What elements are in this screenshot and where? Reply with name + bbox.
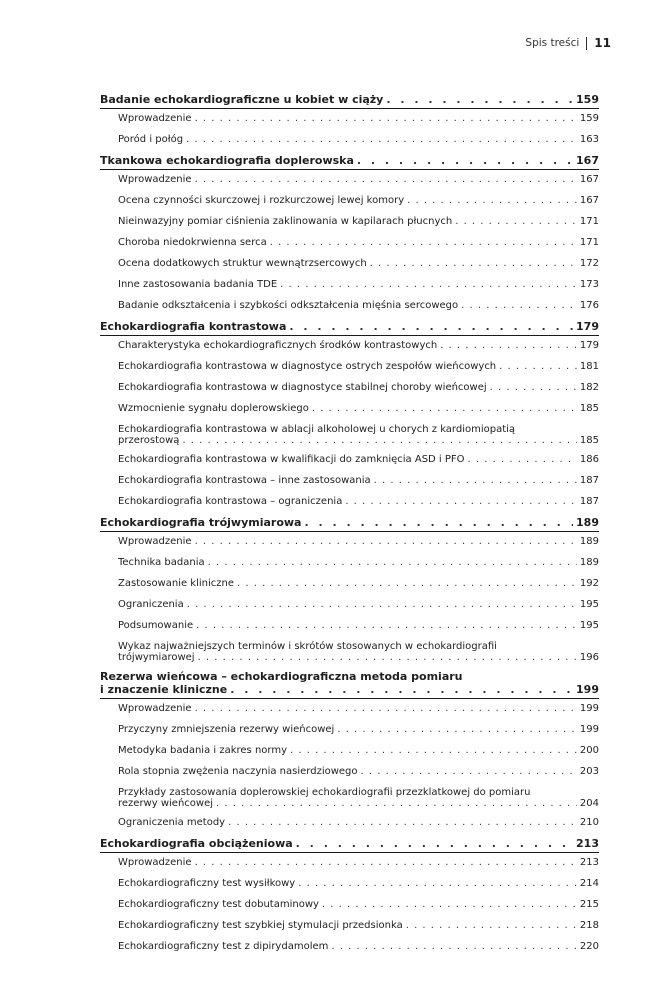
toc-entry-title: Technika badania [118, 557, 205, 568]
toc-entry-title: Echokardiograficzny test szybkiej stymulacji przedsionka [118, 920, 403, 931]
toc-section-entry [100, 595, 599, 616]
toc-entry-page: 163 [579, 134, 599, 145]
toc-section-entry [100, 637, 599, 667]
toc-entry-title-line1: Rezerwa wieńcowa – echokardiograficzna metoda pomiaru [100, 670, 463, 683]
toc-entry-page: 195 [579, 620, 599, 631]
toc-section-entry [100, 762, 599, 783]
toc-entry-title-line1: Wykaz najważniejszych terminów i skrótów stosowanych w echokardiografii [118, 641, 497, 652]
toc-entry-page: 167 [579, 195, 599, 206]
toc-entry-page: 199 [579, 703, 599, 714]
toc-section-entry [100, 783, 599, 813]
toc-section-entry [100, 296, 599, 317]
toc-section-entry [100, 191, 599, 212]
toc-entry-page: 204 [579, 798, 599, 809]
toc-entry-page: 181 [579, 361, 599, 372]
dot-leader [386, 93, 573, 106]
toc-section-entry [100, 212, 599, 233]
dot-leader [230, 683, 573, 696]
toc-entry-title: Badanie echokardiograficzne u kobiet w ciąży [100, 93, 384, 106]
toc-entry-page: 179 [579, 340, 599, 351]
toc-section-entry [100, 109, 599, 130]
dot-leader [196, 620, 577, 631]
toc-section-entry [100, 170, 599, 191]
toc-entry-page: 187 [579, 475, 599, 486]
toc-entry-page: 185 [579, 435, 599, 446]
toc-entry-title: Wprowadzenie [118, 857, 192, 868]
toc-entry-page: 187 [579, 496, 599, 507]
dot-leader [312, 403, 577, 414]
toc-entry-page: 171 [579, 216, 599, 227]
toc-entry-page: 189 [579, 536, 599, 547]
toc-entry-title-line1: Przykłady zastosowania doplerowskiej echokardiografii przezklatkowej do pomiaru [118, 787, 531, 798]
dot-leader [228, 817, 577, 828]
dot-leader [406, 920, 577, 931]
toc-entry-title: Podsumowanie [118, 620, 194, 631]
section-title: Spis treści [525, 37, 580, 49]
toc-entry-title: Echokardiograficzny test z dipirydamolem [118, 941, 329, 952]
toc-section-entry [100, 532, 599, 553]
toc-entry-title: Choroba niedokrwienna serca [118, 237, 267, 248]
toc-entry-page: 196 [579, 652, 599, 663]
toc-entry-title: Echokardiograficzny test wysiłkowy [118, 878, 296, 889]
dot-leader [216, 798, 577, 809]
toc-entry-title: Ocena dodatkowych struktur wewnątrzsercowych [118, 258, 367, 269]
dot-leader [345, 496, 577, 507]
toc-entry-page: 179 [576, 320, 599, 333]
toc-chapter-entry [100, 90, 599, 109]
toc-entry-title: Badanie odkształcenia i szybkości odkształcenia mięśnia sercowego [118, 300, 459, 311]
toc-entry-page: 195 [579, 599, 599, 610]
dot-leader [468, 454, 577, 465]
toc-entry-title: Echokardiograficzny test dobutaminowy [118, 899, 319, 910]
toc-entry-title: Echokardiografia trójwymiarowa [100, 516, 302, 529]
toc-entry-title: Tkankowa echokardiografia doplerowska [100, 154, 354, 167]
toc-entry-page: 159 [579, 113, 599, 124]
running-head [525, 36, 611, 50]
dot-leader [461, 300, 577, 311]
toc-section-entry [100, 699, 599, 720]
toc-entry-title: Echokardiografia kontrastowa w diagnostyce stabilnej choroby wieńcowej [118, 382, 487, 393]
dot-leader [490, 382, 577, 393]
toc-entry-title: Wprowadzenie [118, 113, 192, 124]
dot-leader [374, 475, 577, 486]
dot-leader [186, 134, 577, 145]
toc-section-entry [100, 853, 599, 874]
toc-entry-title: Nieinwazyjny pomiar ciśnienia zaklinowania w kapilarach płucnych [118, 216, 453, 227]
toc-entry-title: Echokardiografia kontrastowa – ograniczenia [118, 496, 343, 507]
toc-entry-title: Rola stopnia zwężenia naczynia nasierdziowego [118, 766, 358, 777]
toc-section-entry [100, 937, 599, 958]
toc-chapter-entry [100, 834, 599, 853]
toc-entry-page: 213 [576, 837, 599, 850]
toc-section-entry [100, 254, 599, 275]
toc-section-entry [100, 399, 599, 420]
toc-entry-page: 185 [579, 403, 599, 414]
toc-entry-title: Ocena czynności skurczowej i rozkurczowej lewej komory [118, 195, 405, 206]
toc-entry-page: 176 [579, 300, 599, 311]
toc-section-entry [100, 874, 599, 895]
toc-entry-page: 199 [576, 683, 599, 696]
dot-leader [361, 766, 577, 777]
dot-leader [270, 237, 577, 248]
toc-entry-title: Ograniczenia [118, 599, 184, 610]
toc-entry-title-line2: rezerwy wieńcowej [118, 798, 214, 809]
toc-section-entry [100, 471, 599, 492]
toc-section-entry [100, 357, 599, 378]
toc-entry-title-line2: przerostową [118, 435, 180, 446]
toc-entry-page: 186 [579, 454, 599, 465]
toc-entry-page: 220 [579, 941, 599, 952]
toc-entry-title: Metodyka badania i zakres normy [118, 745, 287, 756]
toc-entry-title: Echokardiografia kontrastowa [100, 320, 287, 333]
dot-leader [296, 837, 573, 850]
dot-leader [198, 652, 577, 663]
dot-leader [304, 516, 573, 529]
toc-section-entry [100, 130, 599, 151]
toc-entry-page: 215 [579, 899, 599, 910]
dot-leader [195, 174, 577, 185]
toc-section-entry [100, 741, 599, 762]
toc-section-entry [100, 916, 599, 937]
toc-entry-page: 192 [579, 578, 599, 589]
toc-entry-title-line1: Echokardiografia kontrastowa w ablacji alkoholowej u chorych z kardiomiopatią [118, 424, 516, 435]
toc-entry-page: 218 [579, 920, 599, 931]
toc-entry-page: 173 [579, 279, 599, 290]
dot-leader [331, 941, 577, 952]
dot-leader [370, 258, 577, 269]
toc-section-entry [100, 616, 599, 637]
toc-entry-page: 199 [579, 724, 599, 735]
toc-entry-page: 203 [579, 766, 599, 777]
toc-entry-title: Wprowadzenie [118, 703, 192, 714]
toc-section-entry [100, 275, 599, 296]
toc-entry-title: Zastosowanie kliniczne [118, 578, 235, 589]
toc-section-entry [100, 553, 599, 574]
toc-section-entry [100, 574, 599, 595]
dot-leader [322, 899, 577, 910]
toc-entry-title: Echokardiografia kontrastowa w diagnostyce ostrych zespołów wieńcowych [118, 361, 497, 372]
dot-leader [357, 154, 573, 167]
toc-entry-page: 167 [576, 154, 599, 167]
toc-entry-page: 172 [579, 258, 599, 269]
toc-entry-title: Charakterystyka echokardiograficznych środków kontrastowych [118, 340, 438, 351]
dot-leader [195, 536, 577, 547]
toc-entry-page: 213 [579, 857, 599, 868]
toc-section-entry [100, 378, 599, 399]
toc-entry-page: 210 [579, 817, 599, 828]
dot-leader [499, 361, 577, 372]
dot-leader [290, 745, 577, 756]
dot-leader [195, 113, 577, 124]
dot-leader [182, 435, 576, 446]
toc-entry-page: 214 [579, 878, 599, 889]
dot-leader [280, 279, 577, 290]
toc-entry-title: Echokardiografia kontrastowa – inne zastosowania [118, 475, 371, 486]
header-divider [586, 37, 587, 50]
toc-entry-title: Wzmocnienie sygnału doplerowskiego [118, 403, 309, 414]
dot-leader [289, 320, 573, 333]
table-of-contents [100, 90, 599, 958]
toc-entry-title: Poród i połóg [118, 134, 184, 145]
dot-leader [208, 557, 577, 568]
toc-entry-title-line2: i znaczenie kliniczne [100, 683, 228, 696]
toc-entry-title-line2: trójwymiarowej [118, 652, 195, 663]
dot-leader [237, 578, 577, 589]
toc-entry-title: Wprowadzenie [118, 174, 192, 185]
dot-leader [187, 599, 577, 610]
page-number: 11 [594, 36, 611, 50]
dot-leader [298, 878, 577, 889]
toc-entry-title: Echokardiografia obciążeniowa [100, 837, 293, 850]
dot-leader [195, 857, 577, 868]
toc-section-entry [100, 233, 599, 254]
toc-chapter-entry [100, 667, 599, 699]
toc-section-entry [100, 450, 599, 471]
toc-chapter-entry [100, 317, 599, 336]
toc-entry-page: 167 [579, 174, 599, 185]
toc-section-entry [100, 492, 599, 513]
toc-entry-title: Przyczyny zmniejszenia rezerwy wieńcowej [118, 724, 335, 735]
toc-entry-page: 189 [579, 557, 599, 568]
toc-chapter-entry [100, 151, 599, 170]
toc-entry-page: 171 [579, 237, 599, 248]
toc-chapter-entry [100, 513, 599, 532]
dot-leader [337, 724, 577, 735]
toc-section-entry [100, 720, 599, 741]
toc-entry-page: 189 [576, 516, 599, 529]
dot-leader [407, 195, 577, 206]
dot-leader [195, 703, 577, 714]
toc-entry-title: Inne zastosowania badania TDE [118, 279, 278, 290]
toc-entry-title: Ograniczenia metody [118, 817, 226, 828]
toc-section-entry [100, 895, 599, 916]
toc-entry-page: 182 [579, 382, 599, 393]
toc-entry-title: Wprowadzenie [118, 536, 192, 547]
toc-section-entry [100, 336, 599, 357]
dot-leader [455, 216, 577, 227]
toc-entry-title: Echokardiografia kontrastowa w kwalifikacji do zamknięcia ASD i PFO [118, 454, 465, 465]
toc-entry-page: 159 [576, 93, 599, 106]
toc-section-entry [100, 420, 599, 450]
toc-entry-page: 200 [579, 745, 599, 756]
dot-leader [440, 340, 577, 351]
toc-section-entry [100, 813, 599, 834]
